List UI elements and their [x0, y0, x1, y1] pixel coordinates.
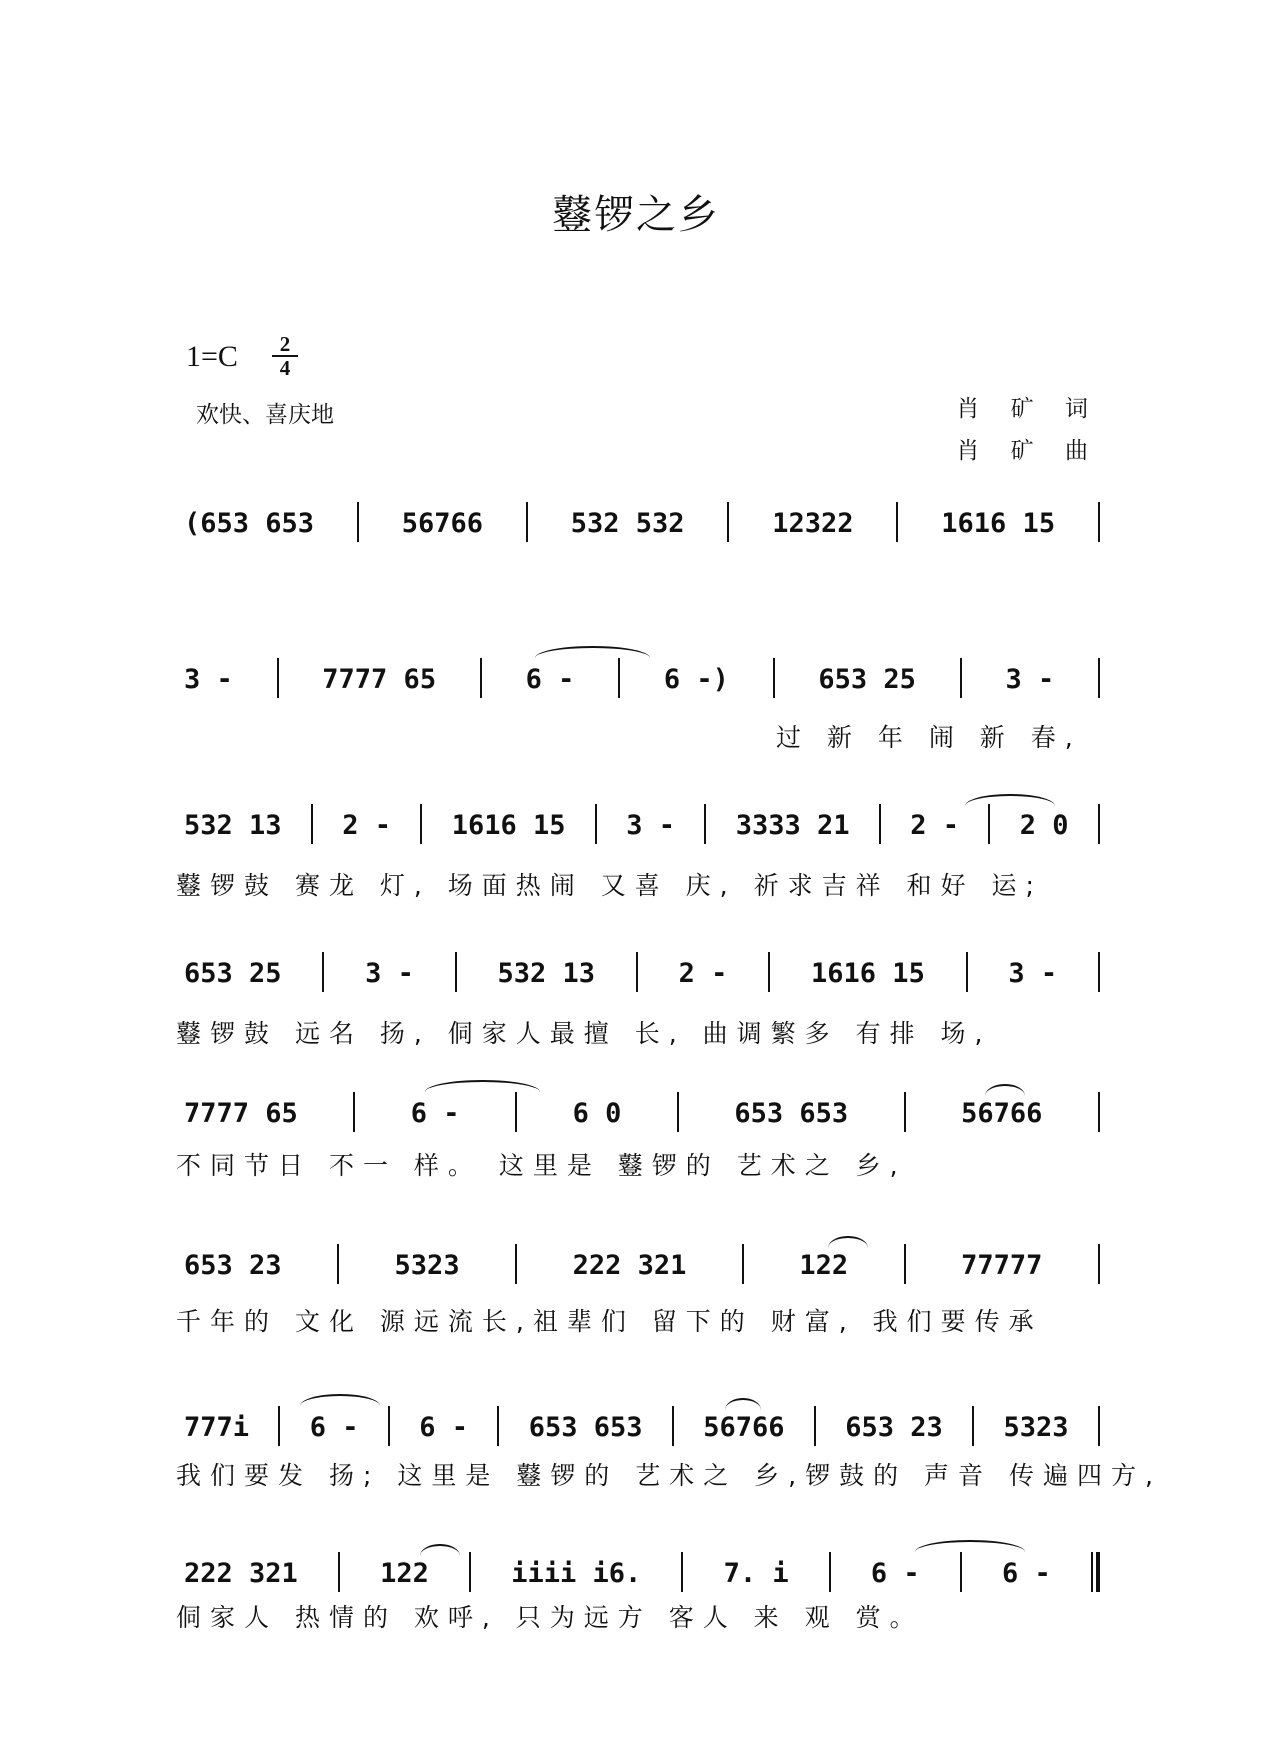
slur	[965, 794, 1055, 818]
measure-notes: (653 653	[184, 508, 315, 539]
measure-notes: 12322	[772, 508, 854, 539]
slur	[985, 1084, 1025, 1108]
measure	[730, 1098, 852, 1129]
measure-notes: 1616 15	[941, 508, 1056, 539]
measure	[180, 810, 286, 841]
staff-system-4	[180, 958, 1100, 998]
slur	[915, 1540, 1025, 1564]
measure-notes: 3 -	[1005, 664, 1055, 695]
staff-system-1	[180, 508, 1100, 548]
measure	[622, 810, 679, 841]
measure-notes: 56766	[703, 1412, 785, 1443]
measure	[338, 810, 395, 841]
measure	[180, 508, 318, 539]
measure	[494, 958, 600, 989]
measure	[448, 810, 570, 841]
measure	[507, 1558, 645, 1589]
staff-system-8	[180, 1558, 1100, 1598]
slur	[535, 646, 650, 670]
measure-notes: 6 -	[525, 664, 575, 695]
tempo-marking: 欢快、喜庆地	[196, 402, 334, 428]
measure-notes: 5323	[1003, 1412, 1069, 1443]
measure-notes: 6 -	[1002, 1558, 1051, 1589]
measure-notes: 222 321	[184, 1558, 298, 1589]
measure-notes: 653 25	[184, 958, 282, 989]
measure-notes: 122	[380, 1558, 429, 1589]
measure-notes: 56766	[961, 1098, 1043, 1129]
lyrics-line-7: 我们要发 扬; 这里是 鼟锣的 艺术之 乡,锣鼓的 声音 传遍四方,	[176, 1461, 1162, 1490]
measure	[814, 664, 920, 695]
measure-notes: 2 -	[342, 810, 392, 841]
measure	[318, 664, 440, 695]
staff-system-3	[180, 810, 1100, 850]
measure	[525, 1412, 647, 1443]
measure-notes: 5323	[394, 1250, 460, 1281]
time-signature-bottom: 4	[279, 356, 291, 380]
measure-notes: 2 -	[678, 958, 728, 989]
measure	[1004, 958, 1061, 989]
final-barline	[1091, 1552, 1100, 1592]
measure-notes: 653 653	[528, 1412, 643, 1443]
key-signature: 1=C	[186, 340, 238, 373]
lyrics-line-3: 鼟锣鼓 赛龙 灯, 场面热闹 又喜 庆, 祈求吉祥 和好 运;	[176, 871, 1043, 900]
measure-notes: 532 532	[570, 508, 685, 539]
measure-notes: 77777	[961, 1250, 1043, 1281]
measure	[180, 1250, 286, 1281]
measure	[841, 1412, 947, 1443]
measure-notes: 6 -	[309, 1412, 359, 1443]
measure-notes: 56766	[401, 508, 484, 539]
measure	[1000, 1412, 1073, 1443]
time-signature	[272, 333, 298, 379]
measure-notes: 1616 15	[811, 958, 925, 989]
measure-notes: 3 -	[365, 958, 414, 989]
song-title: 鼟锣之乡	[552, 192, 720, 238]
slur	[828, 1236, 868, 1260]
staff-system-5	[180, 1098, 1100, 1138]
measure	[180, 1412, 253, 1443]
lyrics-line-6: 千年的 文化 源远流长,祖辈们 留下的 财富, 我们要传承	[176, 1307, 1043, 1336]
measure	[720, 1558, 793, 1589]
measure-notes: 3 -	[626, 810, 676, 841]
measure	[567, 508, 689, 539]
time-signature-top: 2	[272, 333, 298, 357]
measure	[660, 664, 733, 695]
staff-system-7	[180, 1412, 1100, 1452]
slur	[300, 1394, 380, 1418]
measure-notes: iiii i6.	[511, 1558, 642, 1589]
measure	[807, 958, 929, 989]
measure	[675, 958, 732, 989]
measure-notes: 222 321	[572, 1250, 687, 1281]
measure	[906, 810, 963, 841]
lyrics-line-8: 侗家人 热情的 欢呼, 只为远方 客人 来 观 赏。	[176, 1603, 924, 1632]
measure-notes: 777i	[184, 1412, 250, 1443]
measure-notes: 6 -	[870, 1558, 920, 1589]
lyrics-line-2: 过 新 年 闹 新 春,	[776, 723, 1082, 752]
measure-notes: 6 -	[419, 1412, 469, 1443]
staff-system-6	[180, 1250, 1100, 1290]
measure	[180, 1098, 302, 1129]
measure-notes: 6 -)	[663, 664, 729, 695]
measure-notes: 1616 15	[451, 810, 566, 841]
measure-notes: 653 653	[734, 1098, 849, 1129]
measure-notes: 653 23	[184, 1250, 282, 1281]
measure-notes: 6 0	[572, 1098, 622, 1129]
measure	[1001, 664, 1058, 695]
measure-notes: 7777 65	[322, 664, 437, 695]
staff-system-2	[180, 664, 1100, 704]
measure-notes: 3 -	[1008, 958, 1058, 989]
measure-notes: 122	[799, 1250, 849, 1281]
measure-notes: 653 25	[818, 664, 916, 695]
lyricist-credit: 肖 矿 词	[956, 396, 1100, 422]
measure	[391, 1250, 464, 1281]
measure	[957, 1250, 1046, 1281]
measure-notes: 2 -	[910, 810, 960, 841]
measure-notes: 653 23	[845, 1412, 943, 1443]
measure-notes: 2 0	[1019, 810, 1069, 841]
composer-credit: 肖 矿 曲	[956, 438, 1100, 464]
measure	[180, 664, 237, 695]
measure	[415, 1412, 472, 1443]
lyrics-line-5: 不同节日 不一 样。 这里是 鼟锣的 艺术之 乡,	[176, 1151, 907, 1180]
measure	[937, 508, 1059, 539]
measure	[361, 958, 418, 989]
slur	[725, 1398, 761, 1422]
measure-notes: 532 13	[497, 958, 596, 989]
measure	[398, 508, 487, 539]
measure-notes: 7. i	[723, 1558, 789, 1589]
measure	[732, 810, 854, 841]
slur	[425, 1080, 540, 1104]
measure-notes: 3 -	[184, 664, 233, 695]
measure	[569, 1098, 626, 1129]
measure-notes: 3333 21	[735, 810, 850, 841]
measure-notes: 6 -	[410, 1098, 460, 1129]
lyrics-line-4: 鼟锣鼓 远名 扬, 侗家人最擅 长, 曲调繁多 有排 场,	[176, 1019, 992, 1048]
measure-notes: 532 13	[184, 810, 282, 841]
measure	[569, 1250, 691, 1281]
measure-notes: 7777 65	[184, 1098, 298, 1129]
slur	[420, 1544, 460, 1568]
measure	[180, 1558, 302, 1589]
measure	[180, 958, 286, 989]
measure	[768, 508, 857, 539]
